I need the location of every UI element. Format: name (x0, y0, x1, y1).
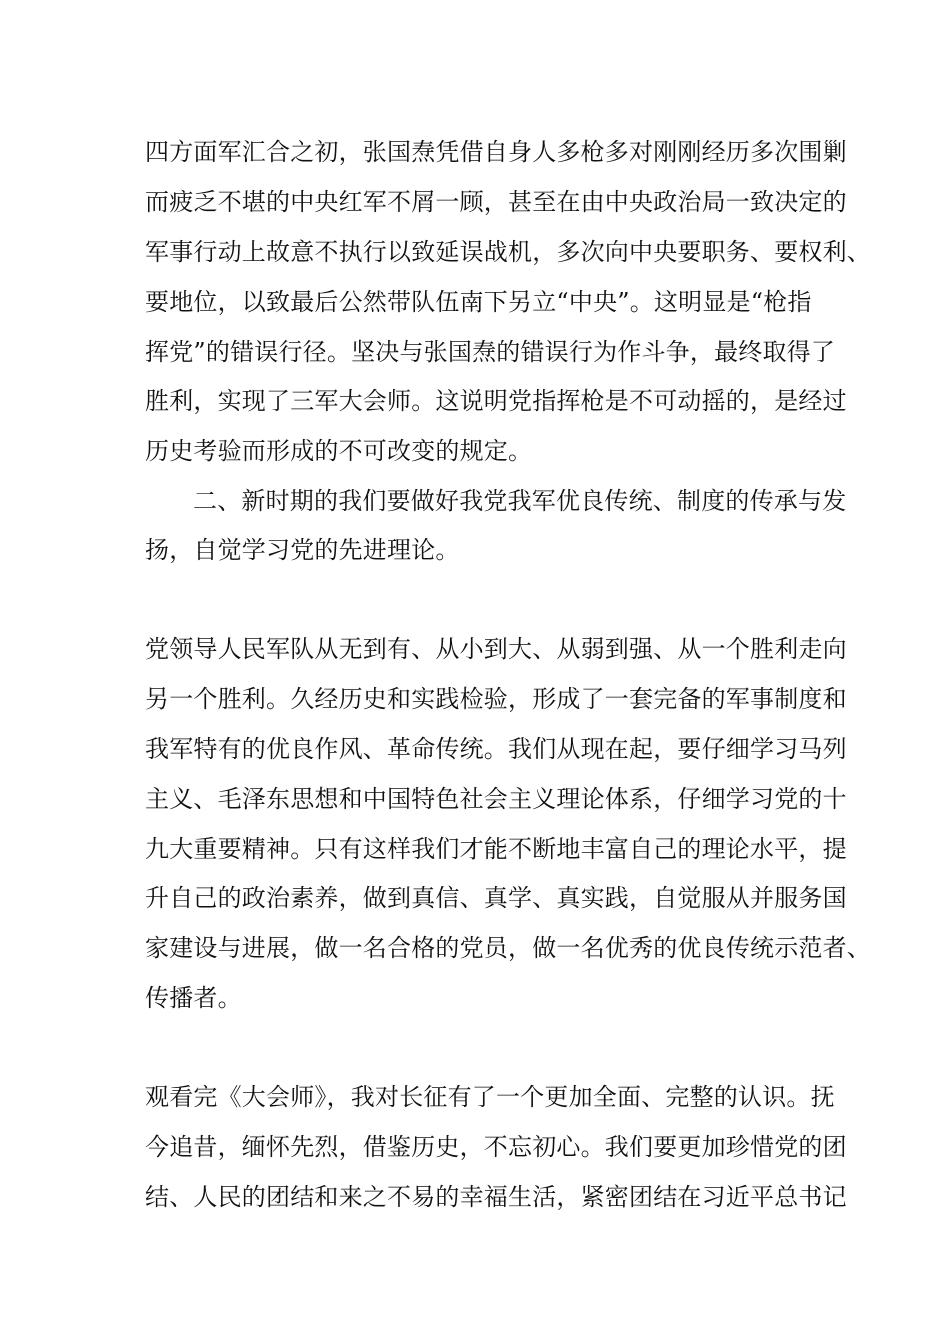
paragraph-1-line-7: 历史考验而形成的不可改变的规定。 (145, 437, 533, 465)
paragraph-4-line-1: 观看完《大会师》，我对长征有了一个更加全面、完整的认识。抚 (145, 1083, 835, 1111)
paragraph-3-line-2: 另一个胜利。久经历史和实践检验，形成了一套完备的军事制度和 (145, 685, 847, 713)
section-heading-line-2: 扬，自觉学习党的先进理论。 (145, 536, 460, 564)
paragraph-3-line-6: 升自己的政治素养，做到真信、真学、真实践，自觉服从并服务国 (145, 884, 847, 912)
paragraph-1-line-6: 胜利，实现了三军大会师。这说明党指挥枪是不可动摇的，是经过 (145, 387, 847, 415)
paragraph-3-line-7: 家建设与进展，做一名合格的党员，做一名优秀的优良传统示范者、 (145, 934, 871, 962)
paragraph-3-line-4: 主义、毛泽东思想和中国特色社会主义理论体系，仔细学习党的十 (145, 785, 847, 813)
paragraph-4-line-3: 结、人民的团结和来之不易的幸福生活，紧密团结在习近平总书记 (145, 1183, 847, 1211)
paragraph-3-line-5: 九大重要精神。只有这样我们才能不断地丰富自己的理论水平，提 (145, 835, 847, 863)
paragraph-1-line-1: 四方面军汇合之初，张国焘凭借自身人多枪多对刚刚经历多次围剿 (145, 138, 847, 166)
paragraph-3-line-8: 传播者。 (145, 984, 242, 1012)
paragraph-4-line-2: 今追昔，缅怀先烈，借鉴历史，不忘初心。我们要更加珍惜党的团 (145, 1133, 847, 1161)
paragraph-1-line-3: 军事行动上故意不执行以致延误战机，多次向中央要职务、要权利、 (145, 238, 871, 266)
paragraph-1-line-2: 而疲乏不堪的中央红军不屑一顾，甚至在由中央政治局一致决定的 (145, 188, 847, 216)
section-heading-line-1: 二、新时期的我们要做好我党我军优良传统、制度的传承与发 (193, 487, 847, 515)
paragraph-3-line-1: 党领导人民军队从无到有、从小到大、从弱到强、从一个胜利走向 (145, 635, 847, 663)
paragraph-1-line-4: 要地位，以致最后公然带队伍南下另立“中央”。这明显是“枪指 (145, 288, 812, 316)
paragraph-3-line-3: 我军特有的优良作风、革命传统。我们从现在起，要仔细学习马列 (145, 735, 847, 763)
paragraph-1-line-5: 挥党”的错误行径。坚决与张国焘的错误行为作斗争，最终取得了 (145, 338, 836, 366)
